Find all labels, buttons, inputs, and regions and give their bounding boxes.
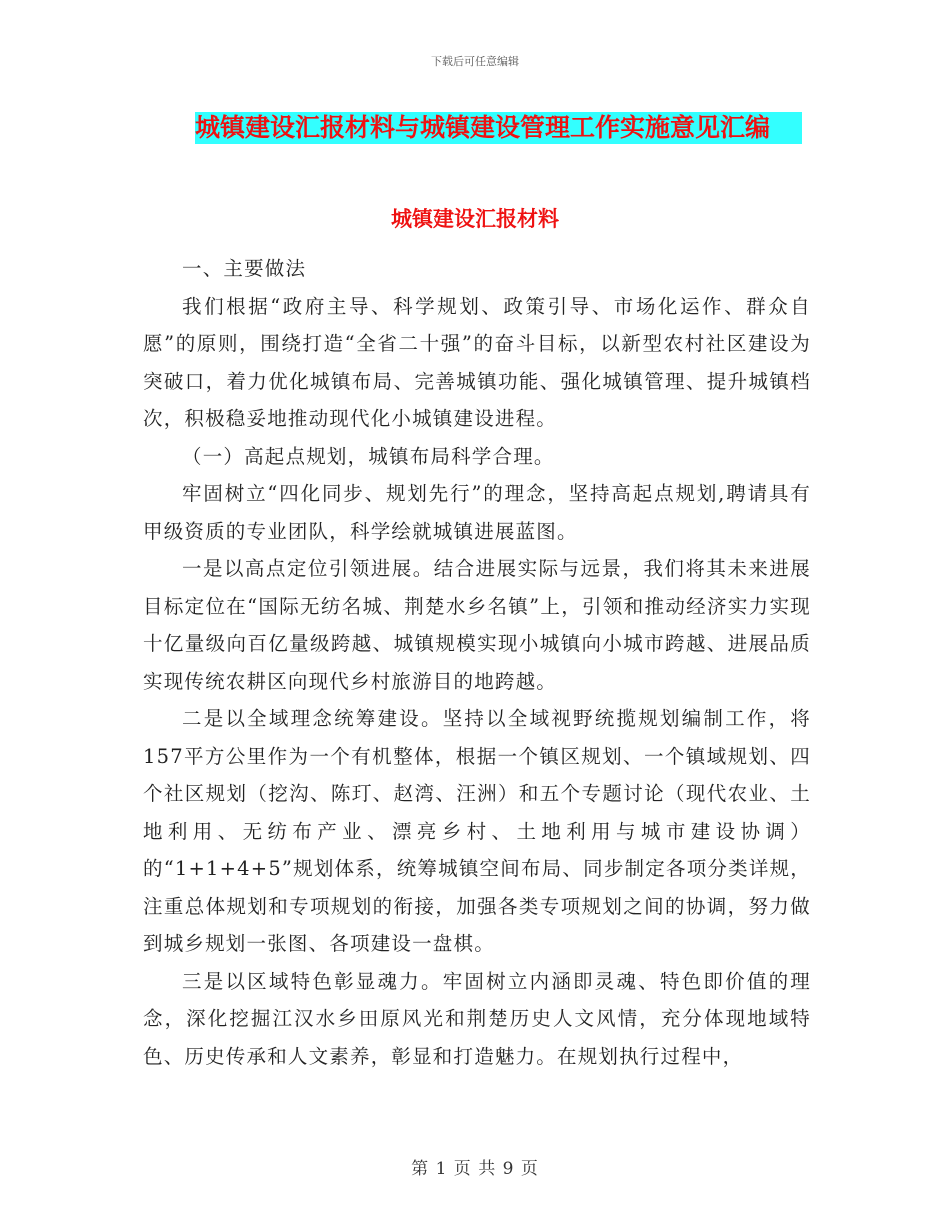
paragraph: 我们根据“政府主导、科学规划、政策引导、市场化运作、群众自愿”的原则，围绕打造“全省二十强”的奋斗目标，以新型农村社区建设为突破口，着力优化城镇布局、完善城镇功能、强化城镇管理、提升城镇档次，积极稳妥地推动现代化小城镇建设进程。 <box>143 294 811 430</box>
paragraph: 一是以高点定位引领进展。结合进展实际与远景，我们将其未来进展目标定位在“国际无纺名城、荆楚水乡名镇”上，引领和推动经济实力实现十亿量级向百亿量级跨越、城镇规模实现小城镇向小城市跨越、进展品质实现传统农耕区向现代乡村旅游目的地跨越。 <box>143 557 811 693</box>
paragraph: 三是以区域特色彰显魂力。牢固树立内涵即灵魂、特色即价值的理念，深化挖掘江汉水乡田原风光和荆楚历史人文风情，充分体现地域特色、历史传承和人文素养，彰显和打造魅力。在规划执行过程中， <box>143 969 811 1068</box>
body-text <box>143 250 811 1075</box>
page-number: 第 1 页 共 9 页 <box>411 1159 539 1179</box>
paragraph: 牢固树立“四化同步、规划先行”的理念，坚持高起点规划,聘请具有甲级资质的专业团队，科学绘就城镇进展蓝图。 <box>143 482 811 543</box>
section-subtitle: 城镇建设汇报材料 <box>391 207 559 231</box>
header-note: 下载后可任意编辑 <box>431 55 519 68</box>
subheading-planning: （一）高起点规划，城镇布局科学合理。 <box>182 444 555 468</box>
document-title: 城镇建设汇报材料与城镇建设管理工作实施意见汇编 <box>195 112 802 144</box>
paragraph: 二是以全域理念统筹建设。坚持以全域视野统揽规划编制工作，将157平方公里作为一个有机整体，根据一个镇区规划、一个镇域规划、四个社区规划（挖沟、陈玎、赵湾、汪洲）和五个专题讨论（现代农业、土地利用、无纺布产业、漂亮乡村、土地利用与城市建设协调）的“1+1+4+5”规划体系，统筹城镇空间布局、同步制定各项分类详规，注重总体规划和专项规划的衔接，加强各类专项规划之间的协调，努力做到城乡规划一张图、各项建设一盘棋。 <box>143 707 811 955</box>
heading-main-practices: 一、主要做法 <box>182 257 307 280</box>
